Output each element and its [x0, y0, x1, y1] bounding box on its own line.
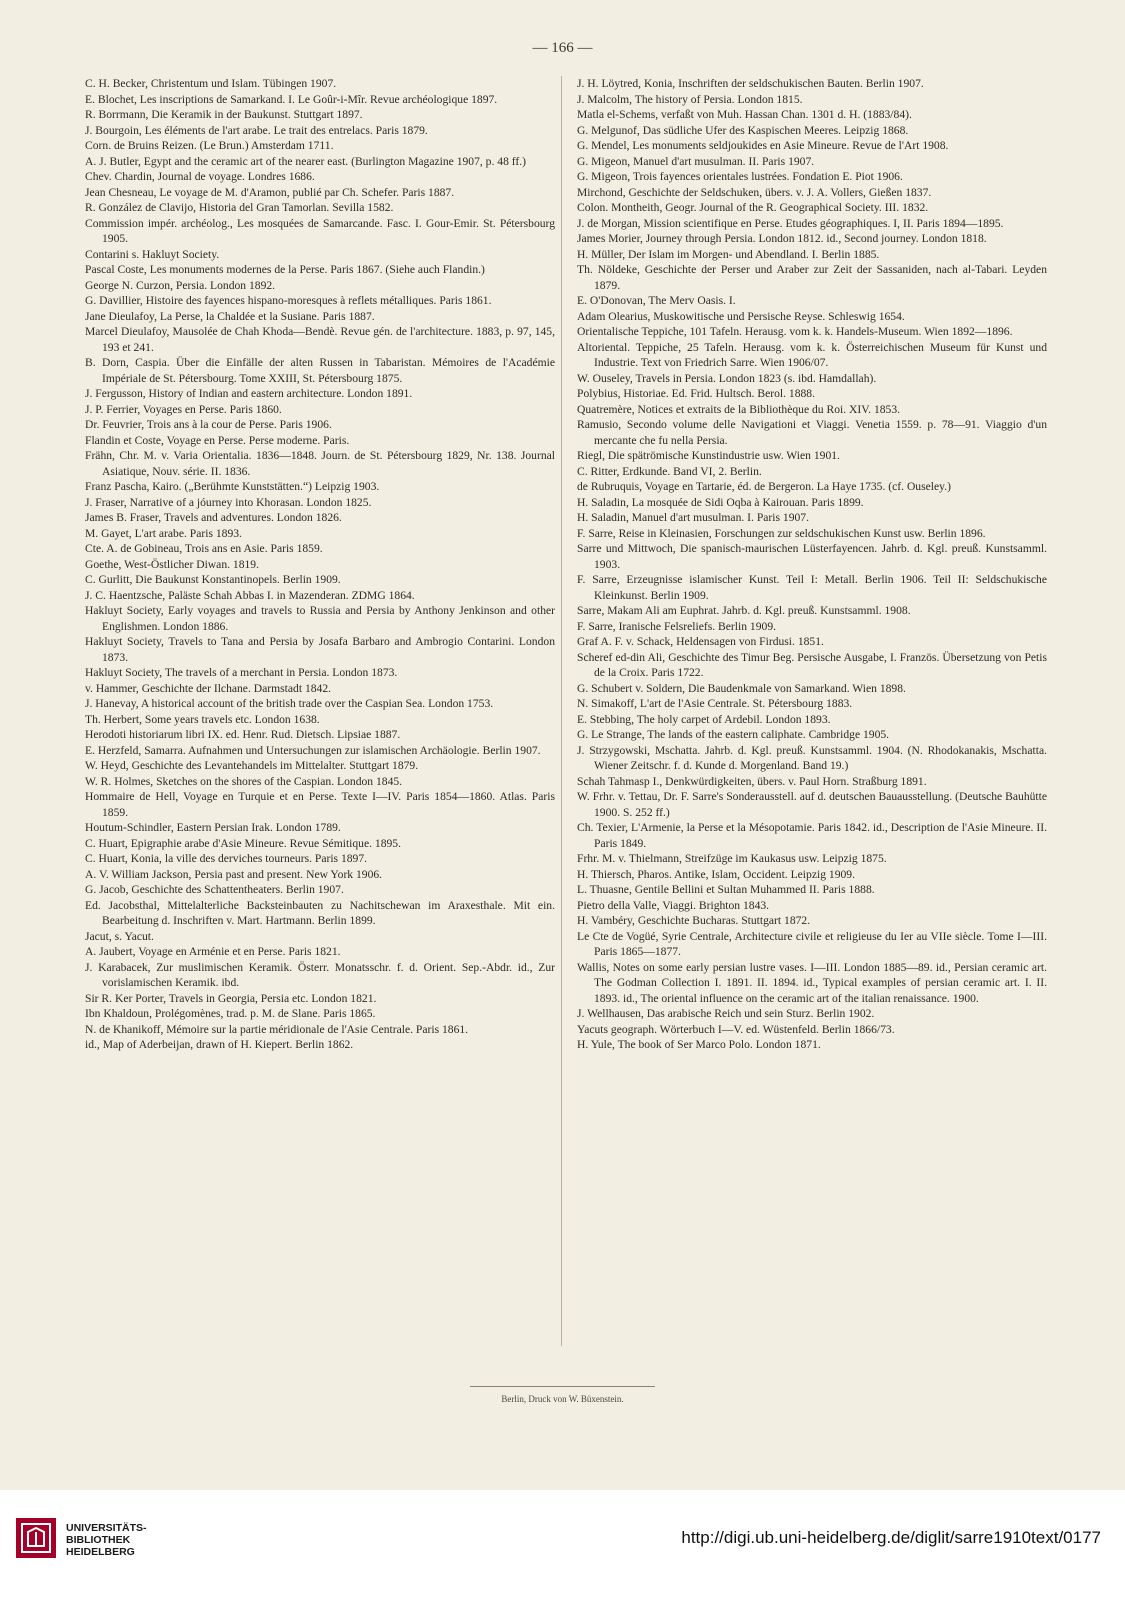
bibliography-entry: Frhr. M. v. Thielmann, Streifzüge im Kaukasus usw. Leipzig 1875. — [577, 852, 887, 865]
bibliography-entry: J. Fraser, Narrative of a jóurney into Khorasan. London 1825. — [85, 495, 372, 509]
bibliography-entry: J. H. Löytred, Konia, Inschriften der seldschukischen Bauten. Berlin 1907. — [577, 77, 924, 90]
university-seal-icon — [14, 1516, 58, 1560]
bibliography-entry: Hommaire de Hell, Voyage en Turquie et en Perse. Texte I—IV. Paris 1854—1860. Atlas. Paris 1859. — [85, 790, 555, 819]
bibliography-entry: Scheref ed-din Ali, Geschichte des Timur Beg. Persische Ausgabe, I. Französ. Übersetzung von Petis de la Croix. Paris 1722. — [577, 650, 1047, 679]
bibliography-entry: H. Thiersch, Pharos. Antike, Islam, Occident. Leipzig 1909. — [577, 867, 855, 881]
bibliography-entry: E. O'Donovan, The Merv Oasis. I. — [577, 294, 736, 307]
bibliography-entry: N. de Khanikoff, Mémoire sur la partie méridionale de l'Asie Centrale. Paris 1861. — [85, 1022, 469, 1036]
bibliography-entry: J. Wellhausen, Das arabische Reich und sein Sturz. Berlin 1902. — [577, 1007, 875, 1020]
bibliography-entry: G. Schubert v. Soldern, Die Baudenkmale von Samarkand. Wien 1898. — [577, 681, 906, 695]
bibliography-entry: Sarre und Mittwoch, Die spanisch-maurischen Lüsterfayencen. Jahrb. d. Kgl. preuß. Kunstsamml. 1903. — [577, 542, 1047, 571]
printer-imprint: Berlin, Druck von W. Büxenstein. — [501, 1394, 624, 1404]
bibliography-entry: Le Cte de Vogüé, Syrie Centrale, Architecture civile et religieuse du Ier au VIIe siècle. Tome I—III. Paris 1865—1877. — [577, 929, 1047, 958]
bibliography-entry: H. Saladin, La mosquée de Sidi Oqba à Kairouan. Paris 1899. — [577, 495, 864, 509]
bibliography-entry: H. Müller, Der Islam im Morgen- und Abendland. I. Berlin 1885. — [577, 247, 880, 261]
bibliography-entry: G. Migeon, Trois fayences orientales lustrées. Fondation E. Piot 1906. — [577, 170, 903, 183]
bibliography-entry: C. Ritter, Erdkunde. Band VI, 2. Berlin. — [577, 464, 762, 478]
bibliography-entry: Houtum-Schindler, Eastern Persian Irak. London 1789. — [85, 821, 341, 834]
bibliography-entry: Herodoti historiarum libri IX. ed. Henr. Rud. Dietsch. Lipsiae 1887. — [85, 728, 401, 741]
bibliography-entry: Wallis, Notes on some early persian lustre vases. I—III. London 1885—89. id., Persian ceramic art. The Godman Collection I. 1891. II. 1894. id., Typical examples of persian ceramic art. I. II. 1893. id., The oriental influence on the ceramic art of the italian renaissance. 1900. — [577, 960, 1047, 1005]
bibliography-entry: A. J. Butler, Egypt and the ceramic art of the nearer east. (Burlington Magazine 1907, p. 48 ff.) — [85, 154, 527, 168]
bibliography-entry: G. Jacob, Geschichte des Schattentheaters. Berlin 1907. — [85, 883, 344, 896]
bibliography-entry: J. Bourgoin, Les éléments de l'art arabe. Le trait des entrelacs. Paris 1879. — [85, 123, 428, 137]
bibliography-entry: Pascal Coste, Les monuments modernes de la Perse. Paris 1867. (Siehe auch Flandin.) — [85, 263, 485, 276]
bibliography-entry: Chev. Chardin, Journal de voyage. Londres 1686. — [85, 170, 315, 183]
bibliography-entry: Th. Nöldeke, Geschichte der Perser und Araber zur Zeit der Sassaniden, nach al-Tabari. Leyden 1879. — [577, 263, 1047, 292]
bibliography-entry: Yacuts geograph. Wörterbuch I—V. ed. Wüstenfeld. Berlin 1866/73. — [577, 1022, 895, 1036]
bibliography-entry: W. Ouseley, Travels in Persia. London 1823 (s. ibd. Hamdallah). — [577, 371, 877, 385]
bibliography-entry: Adam Olearius, Muskowitische und Persische Reyse. Schleswig 1654. — [577, 309, 905, 323]
bibliography-entry: G. Le Strange, The lands of the eastern caliphate. Cambridge 1905. — [577, 728, 890, 741]
library-name — [66, 1522, 147, 1558]
bibliography-entry: Schah Tahmasp I., Denkwürdigkeiten, übers. v. Paul Horn. Straßburg 1891. — [577, 774, 927, 788]
bibliography-entry: G. Mendel, Les monuments seldjoukides en Asie Mineure. Revue de l'Art 1908. — [577, 139, 949, 152]
bibliography-entry: Commission impér. archéolog., Les mosquées de Samarcande. Fasc. I. Gour-Emir. St. Pétersbourg 1905. — [85, 216, 555, 245]
bibliography-entry: J. P. Ferrier, Voyages en Perse. Paris 1860. — [85, 402, 282, 416]
bibliography-entry: G. Migeon, Manuel d'art musulman. II. Paris 1907. — [577, 154, 815, 168]
bibliography-entry: Corn. de Bruins Reizen. (Le Brun.) Amsterdam 1711. — [85, 139, 334, 152]
bibliography-entry: v. Hammer, Geschichte der Ilchane. Darmstadt 1842. — [85, 681, 332, 695]
bibliography-entry: de Rubruquis, Voyage en Tartarie, éd. de Bergeron. La Haye 1735. (cf. Ouseley.) — [577, 480, 951, 493]
bibliography-entry: Colon. Montheith, Geogr. Journal of the R. Geographical Society. III. 1832. — [577, 201, 929, 214]
library-name-line: BIBLIOTHEK — [66, 1534, 131, 1546]
bibliography-entry: George N. Curzon, Persia. London 1892. — [85, 278, 276, 292]
bibliography-entry: Hakluyt Society, Travels to Tana and Persia by Josafa Barbaro and Ambrogio Contarini. London 1873. — [85, 635, 555, 664]
bibliography-entry: Pietro della Valle, Viaggi. Brighton 1843. — [577, 898, 770, 912]
bibliography-entry: Jean Chesneau, Le voyage de M. d'Aramon, publié par Ch. Schefer. Paris 1887. — [85, 185, 455, 199]
bibliography-entry: Polybius, Historiae. Ed. Frid. Hultsch. Berol. 1888. — [577, 387, 815, 400]
bibliography-entry: Ramusio, Secondo volume delle Navigationi et Viaggi. Venetia 1559. p. 78—91. Viaggio d'un mercante che fu nella Persia. — [577, 418, 1047, 447]
column-divider — [561, 76, 562, 1346]
bibliography-entry: H. Saladin, Manuel d'art musulman. I. Paris 1907. — [577, 511, 809, 524]
bibliography-entry: Matla el-Schems, verfaßt von Muh. Hassan Chan. 1301 d. H. (1883/84). — [577, 108, 912, 121]
bibliography-entry: W. R. Holmes, Sketches on the shores of the Caspian. London 1845. — [85, 774, 403, 788]
bibliography-entry: James B. Fraser, Travels and adventures. London 1826. — [85, 511, 342, 524]
bibliography-entry: Sarre, Makam Ali am Euphrat. Jahrb. d. Kgl. preuß. Kunstsamml. 1908. — [577, 604, 911, 617]
bibliography-entry: J. C. Haentzsche, Paläste Schah Abbas I. in Mazenderan. ZDMG 1864. — [85, 588, 415, 602]
bibliography-entry: Riegl, Die spätrömische Kunstindustrie usw. Wien 1901. — [577, 449, 840, 462]
bibliography-right-column — [577, 76, 1047, 1053]
bibliography-entry: Franz Pascha, Kairo. („Berühmte Kunststätten.“) Leipzig 1903. — [85, 480, 380, 493]
bibliography-left-column — [85, 76, 555, 1053]
bibliography-entry: Flandin et Coste, Voyage en Perse. Perse moderne. Paris. — [85, 433, 350, 447]
printer-rule — [470, 1386, 655, 1387]
bibliography-entry: Hakluyt Society, The travels of a merchant in Persia. London 1873. — [85, 666, 398, 679]
bibliography-entry: Frähn, Chr. M. v. Varia Orientalia. 1836—1848. Journ. de St. Pétersbourg 1829, Nr. 138. Journal Asiatique, Nouv. série. II. 1836. — [85, 449, 555, 478]
bibliography-entry: B. Dorn, Caspia. Über die Einfälle der alten Russen in Tabaristan. Mémoires de l'Académie Impériale de St. Pétersbourg. Tome XXIII, St. Pétersbourg 1875. — [85, 356, 555, 385]
bibliography-entry: C. Gurlitt, Die Baukunst Konstantinopels. Berlin 1909. — [85, 573, 341, 586]
bibliography-entry: Jane Dieulafoy, La Perse, la Chaldée et la Susiane. Paris 1887. — [85, 309, 375, 323]
bibliography-entry: C. H. Becker, Christentum und Islam. Tübingen 1907. — [85, 77, 337, 90]
page-number: — 166 — — [532, 40, 593, 56]
bibliography-entry: N. Simakoff, L'art de l'Asie Centrale. St. Pétersbourg 1883. — [577, 697, 853, 710]
bibliography-entry: J. de Morgan, Mission scientifique en Perse. Etudes géographiques. I, II. Paris 1894—1895. — [577, 216, 1004, 230]
bibliography-entry: Dr. Feuvrier, Trois ans à la cour de Perse. Paris 1906. — [85, 418, 332, 431]
bibliography-entry: J. Strzygowski, Mschatta. Jahrb. d. Kgl. preuß. Kunstsamml. 1904. (N. Rhodokanakis, Mschatta. Wiener Zeitschr. f. d. Kunde d. Morgenland. Band 19.) — [577, 743, 1047, 772]
bibliography-entry: W. Frhr. v. Tettau, Dr. F. Sarre's Sonderausstell. auf d. deutschen Bauausstellung. (Deutsche Bauhütte 1900. S. 252 ff.) — [577, 790, 1047, 819]
bibliography-entry: M. Gayet, L'art arabe. Paris 1893. — [85, 526, 242, 540]
bibliography-entry: Sir R. Ker Porter, Travels in Georgia, Persia etc. London 1821. — [85, 991, 377, 1005]
bibliography-entry: id., Map of Aderbeijan, drawn of H. Kiepert. Berlin 1862. — [85, 1038, 354, 1051]
permalink-url[interactable]: http://digi.ub.uni-heidelberg.de/diglit/sarre1910text/0177 — [681, 1528, 1101, 1547]
bibliography-entry: Contarini s. Hakluyt Society. — [85, 247, 220, 261]
bibliography-entry: Goethe, West-Östlicher Diwan. 1819. — [85, 557, 260, 571]
bibliography-entry: Ed. Jacobsthal, Mittelalterliche Backsteinbauten zu Nachitschewan im Araxesthale. Mit ein. Bearbeitung d. Inschriften v. Mart. Hartmann. Berlin 1899. — [85, 898, 555, 927]
bibliography-entry: Jacut, s. Yacut. — [85, 929, 154, 943]
bibliography-entry: W. Heyd, Geschichte des Levantehandels im Mittelalter. Stuttgart 1879. — [85, 759, 419, 772]
bibliography-entry: H. Yule, The book of Ser Marco Polo. London 1871. — [577, 1038, 821, 1051]
bibliography-entry: F. Sarre, Erzeugnisse islamischer Kunst. Teil I: Metall. Berlin 1906. Teil II: Seldschukische Kleinkunst. Berlin 1909. — [577, 573, 1047, 602]
bibliography-entry: C. Huart, Konia, la ville des derviches tourneurs. Paris 1897. — [85, 852, 368, 865]
bibliography-entry: R. González de Clavijo, Historia del Gran Tamorlan. Sevilla 1582. — [85, 201, 394, 214]
bibliography-entry: Hakluyt Society, Early voyages and travels to Russia and Persia by Anthony Jenkinson and other Englishmen. London 1886. — [85, 604, 555, 633]
bibliography-entry: E. Blochet, Les inscriptions de Samarkand. I. Le Goûr-i-Mîr. Revue archéologique 1897. — [85, 92, 498, 106]
bibliography-entry: J. Hanevay, A historical account of the british trade over the Caspian Sea. London 1753. — [85, 697, 494, 710]
bibliography-entry: Orientalische Teppiche, 101 Tafeln. Herausg. vom k. k. Handels-Museum. Wien 1892—1896. — [577, 325, 1013, 338]
bibliography-entry: E. Stebbing, The holy carpet of Ardebil. London 1893. — [577, 712, 831, 726]
bibliography-entry: Ibn Khaldoun, Prolégomènes, trad. p. M. de Slane. Paris 1865. — [85, 1007, 376, 1020]
bibliography-entry: J. Malcolm, The history of Persia. London 1815. — [577, 92, 803, 106]
bibliography-entry: J. Fergusson, History of Indian and eastern architecture. London 1891. — [85, 387, 413, 400]
bibliography-entry: E. Herzfeld, Samarra. Aufnahmen und Untersuchungen zur islamischen Archäologie. Berlin 1907. — [85, 743, 541, 757]
bibliography-entry: H. Vambéry, Geschichte Bucharas. Stuttgart 1872. — [577, 914, 811, 927]
bibliography-entry: Quatremère, Notices et extraits de la Bibliothèque du Roi. XIV. 1853. — [577, 402, 901, 416]
library-footer — [0, 1490, 1125, 1602]
bibliography-entry: C. Huart, Epigraphie arabe d'Asie Mineure. Revue Sémitique. 1895. — [85, 836, 402, 850]
bibliography-entry: L. Thuasne, Gentile Bellini et Sultan Muhammed II. Paris 1888. — [577, 883, 875, 896]
bibliography-entry: Th. Herbert, Some years travels etc. London 1638. — [85, 712, 320, 726]
bibliography-entry: Graf A. F. v. Schack, Heldensagen von Firdusi. 1851. — [577, 635, 824, 648]
bibliography-entry: F. Sarre, Iranische Felsreliefs. Berlin 1909. — [577, 619, 777, 633]
bibliography-entry: J. Karabacek, Zur muslimischen Keramik. Österr. Monatsschr. f. d. Orient. Sep.-Abdr. id., Zur vorislamischen Keramik. ibd. — [85, 960, 555, 989]
bibliography-entry: Altoriental. Teppiche, 25 Tafeln. Herausg. vom k. k. Österreichischen Museum für Kunst und Industrie. Text von Friedrich Sarre. Wien 1906/07. — [577, 340, 1047, 369]
bibliography-entry: Marcel Dieulafoy, Mausolée de Chah Khoda—Bendè. Revue gén. de l'architecture. 1883, p. 97, 145, 193 et 241. — [85, 325, 555, 354]
library-name-line: UNIVERSITÄTS- — [66, 1522, 147, 1534]
bibliography-entry: A. Jaubert, Voyage en Arménie et en Perse. Paris 1821. — [85, 945, 341, 958]
bibliography-entry: G. Davillier, Histoire des fayences hispano-moresques à reflets métalliques. Paris 1861. — [85, 294, 492, 307]
bibliography-entry: Cte. A. de Gobineau, Trois ans en Asie. Paris 1859. — [85, 542, 323, 555]
bibliography-entry: R. Borrmann, Die Keramik in der Baukunst. Stuttgart 1897. — [85, 108, 363, 121]
bibliography-entry: F. Sarre, Reise in Kleinasien, Forschungen zur seldschukischen Kunst usw. Berlin 1896. — [577, 526, 986, 540]
bibliography-entry: A. V. William Jackson, Persia past and present. New York 1906. — [85, 867, 383, 881]
bibliography-entry: Ch. Texier, L'Armenie, la Perse et la Mésopotamie. Paris 1842. id., Description de l'Asie Mineure. II. Paris 1849. — [577, 821, 1047, 850]
bibliography-entry: James Morier, Journey through Persia. London 1812. id., Second journey. London 1818. — [577, 232, 987, 245]
library-name-line: HEIDELBERG — [66, 1546, 135, 1558]
bibliography-entry: Mirchond, Geschichte der Seldschuken, übers. v. J. A. Vollers, Gießen 1837. — [577, 185, 932, 199]
bibliography-entry: G. Melgunof, Das südliche Ufer des Kaspischen Meeres. Leipzig 1868. — [577, 123, 909, 137]
